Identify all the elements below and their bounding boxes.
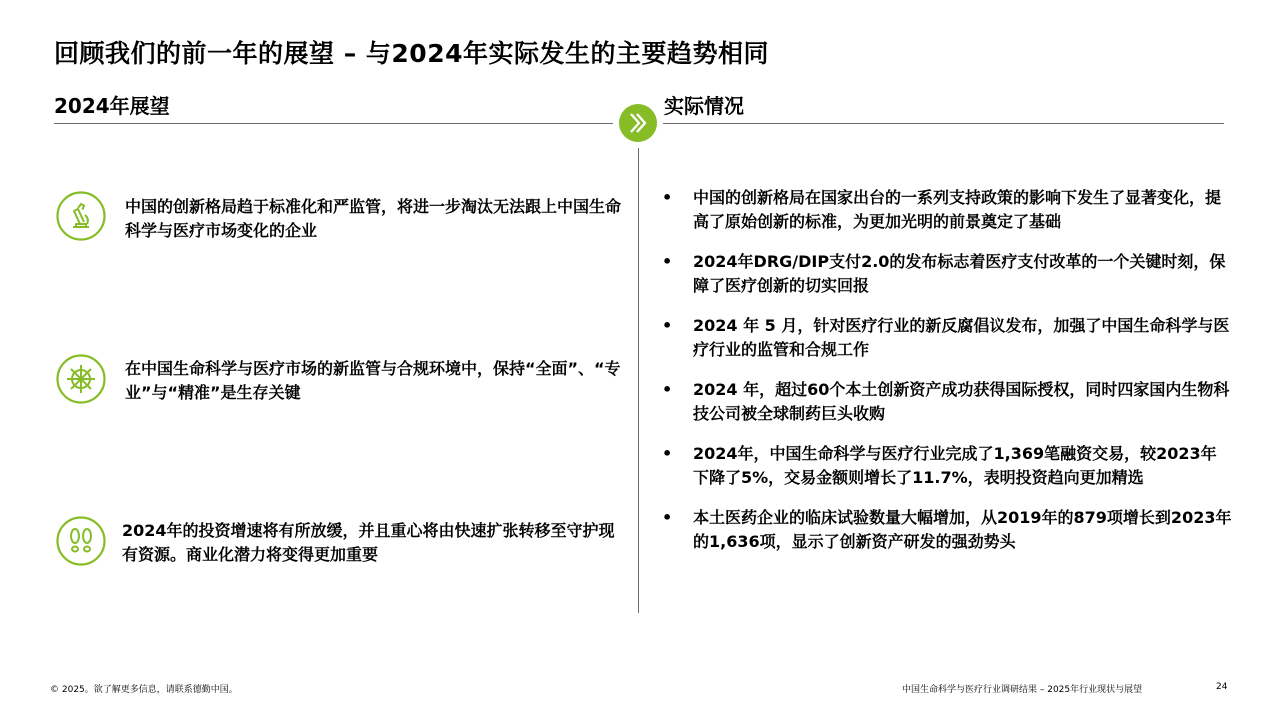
outlook-heading-rule [54,123,613,124]
bullet-icon: • [662,380,673,399]
microscope-icon [56,191,106,241]
outlook-item-text: 中国的创新格局趋于标准化和严监管，将进一步淘汰无法跟上中国生命科学与医疗市场变化的企业 [125,197,622,240]
footer-report-title: 中国生命科学与医疗行业调研结果 – 2025年行业现状与展望 [902,685,1143,695]
actual-item-text: 本土医药企业的临床试验数量大幅增加，从2019年的879项增长到2023年的1,636项，显示了创新资产研发的强劲势头 [693,508,1232,551]
actual-list-item [662,186,1232,234]
actual-item-text: 中国的创新格局在国家出台的一系列支持政策的影响下发生了显著变化，提高了原始创新的标准，为更加光明的前景奠定了基础 [693,188,1222,231]
actual-list-item [662,250,1232,298]
actual-heading-rule [663,123,1224,124]
outlook-heading: 2024年展望 [54,94,170,118]
footprints-icon [56,516,106,566]
actual-list-item [662,378,1232,426]
ship-wheel-icon [56,354,106,404]
page-number: 24 [1216,682,1228,692]
page-title: 回顾我们的前一年的展望 – 与2024年实际发生的主要趋势相同 [54,39,769,68]
actual-item-text: 2024 年 5 月，针对医疗行业的新反腐倡议发布，加强了中国生命科学与医疗行业的监管和合规工作 [693,316,1230,359]
bullet-icon: • [662,508,673,527]
column-divider [638,148,639,613]
outlook-item-text: 在中国生命科学与医疗市场的新监管与合规环境中，保持“全面”、“专业”与“精准”是生存关键 [125,359,621,402]
actual-list-item [662,442,1232,490]
footer-copyright: © 2025。欲了解更多信息，请联系德勤中国。 [50,685,238,695]
bullet-icon: • [662,252,673,271]
bullet-icon: • [662,316,673,335]
double-chevron-right-icon [619,104,657,142]
actual-item-text: 2024年DRG/DIP支付2.0的发布标志着医疗支付改革的一个关键时刻，保障了医疗创新的切实回报 [693,252,1226,295]
actual-item-text: 2024 年，超过60个本土创新资产成功获得国际授权，同时四家国内生物科技公司被全球制药巨头收购 [693,380,1230,423]
actual-item-text: 2024年，中国生命科学与医疗行业完成了1,369笔融资交易，较2023年下降了5%，交易金额则增长了11.7%，表明投资趋向更加精选 [693,444,1217,487]
bullet-icon: • [662,444,673,463]
actual-list [662,186,1232,570]
actual-list-item [662,314,1232,362]
actual-list-item [662,506,1232,554]
outlook-item-text: 2024年的投资增速将有所放缓，并且重心将由快速扩张转移至守护现有资源。商业化潜力将变得更加重要 [122,521,615,564]
actual-heading: 实际情况 [664,94,744,118]
bullet-icon: • [662,188,673,207]
